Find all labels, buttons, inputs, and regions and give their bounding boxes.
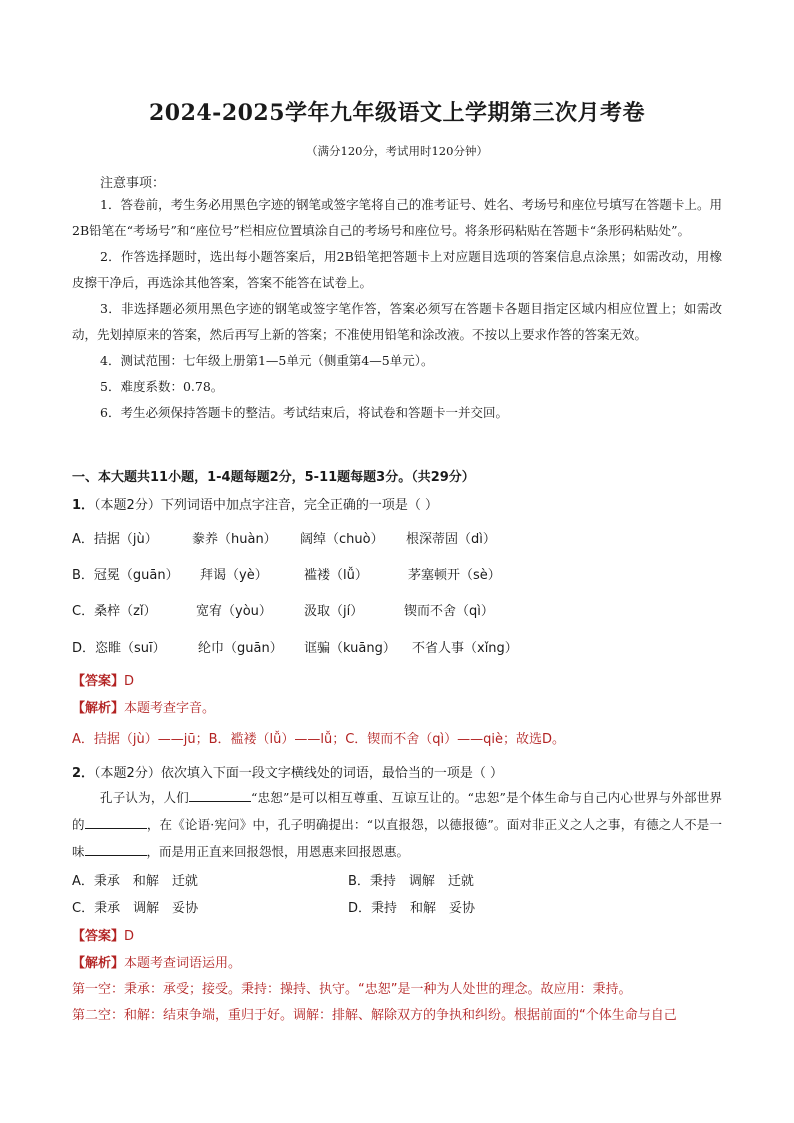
note-item: 3．非选择题必须用黑色字迹的钢笔或签字笔作答，答案必须写在答题卡各题目指定区域内相应位置上；如需改动，先划掉原来的答案，然后再写上新的答案；不准使用铅笔和涂改液。不按以上要求作答的答案无效。	[72, 301, 722, 342]
question-number: 2．	[72, 766, 95, 781]
q1-analysis: 【解析】本题考查字音。	[72, 701, 216, 716]
question-2	[72, 762, 503, 781]
q1-option-d: D．恣睢（suī） 纶巾（guān） 诓骗（kuāng） 不省人事（xǐng）	[72, 641, 518, 656]
q2-option-c: C．秉承 调解 妥协	[72, 901, 199, 916]
question-stem: （本题2分）下列词语中加点字注音，完全正确的一项是（ ）	[94, 498, 438, 513]
q2-analysis-line-1: 第一空：秉承：承受；接受。秉持：操持、执守。“忠恕”是一种为人处世的理念。故应用：秉持。	[72, 982, 632, 997]
question-stem: （本题2分）依次填入下面一段文字横线处的词语，最恰当的一项是（ ）	[94, 766, 503, 781]
answer-value: D	[124, 674, 135, 689]
question-number: 1．	[72, 498, 95, 513]
section-heading: 一、本大题共11小题，1-4题每题2分，5-11题每题3分。（共29分）	[72, 470, 475, 485]
note-item: 1．答卷前，考生务必用黑色字迹的钢笔或签字笔将自己的准考证号、姓名、考场号和座位号填写在答题卡上。用2B铅笔在“考场号”和“座位号”栏相应位置填涂自己的考场号和座位号。将条形码粘贴在答题卡“条形码粘贴处”。	[72, 197, 722, 238]
q1-option-b: B．冠冕（guān） 拜谒（yè） 褴褛（lǚ） 茅塞顿开（sè）	[72, 568, 501, 583]
q1-answer: 【答案】D	[72, 674, 135, 689]
notes-list	[72, 192, 722, 426]
answer-value: D	[124, 929, 135, 944]
q2-option-a: A．秉承 和解 迁就	[72, 874, 198, 889]
notes-heading: 注意事项：	[100, 176, 166, 191]
blank-2	[85, 816, 147, 829]
blank-3	[85, 843, 147, 856]
blank-1	[189, 789, 251, 802]
q2-option-d: D．秉持 和解 妥协	[348, 901, 476, 916]
note-item: 4．测试范围：七年级上册第1—5单元（侧重第4—5单元）。	[100, 353, 434, 368]
note-item: 2．作答选择题时，选出每小题答案后，用2B铅笔把答题卡上对应题目选项的答案信息点涂黑；如需改动，用橡皮擦干净后，再选涂其他答案，答案不能答在试卷上。	[72, 249, 722, 290]
q2-analysis-line-2: 第二空：和解：结束争端，重归于好。调解：排解、解除双方的争执和纠纷。根据前面的“个体生命与自己	[72, 1008, 677, 1023]
question-1	[72, 494, 438, 513]
note-item: 5．难度系数：0.78。	[100, 379, 224, 394]
q1-detail: A．拮据（jù）——jū；B．褴褛（lǚ）——lǚ；C．锲而不舍（qì）——qiè；故选D。	[72, 732, 566, 747]
note-item: 6．考生必须保持答题卡的整洁。考试结束后，将试卷和答题卡一并交回。	[100, 405, 508, 420]
page-subtitle: （满分120分，考试用时120分钟）	[306, 144, 488, 158]
q1-option-a: A．拮据（jù） 豢养（huàn） 阔绰（chuò） 根深蒂固（dì）	[72, 532, 496, 547]
q2-passage: 孔子认为，人们 “忠恕”是可以相互尊重、互谅互让的。“忠恕”是个体生命与自己内心世界与外部世界的 ，在《论语·宪问》中，孔子明确提出：“以直报怨，以德报德”。面对非正义之人之事，有德之人不是一味 ，而是用正直来回报怨恨，用恩惠来回报恩惠。	[72, 790, 722, 859]
page-title: 2024-2025学年九年级语文上学期第三次月考卷	[148, 100, 646, 126]
q1-option-c: C．桑梓（zǐ） 宽宥（yòu） 汲取（jí） 锲而不舍（qì）	[72, 604, 494, 619]
q2-option-b: B．秉持 调解 迁就	[348, 874, 474, 889]
q2-answer: 【答案】D	[72, 929, 135, 944]
q2-analysis: 【解析】本题考查词语运用。	[72, 956, 242, 971]
